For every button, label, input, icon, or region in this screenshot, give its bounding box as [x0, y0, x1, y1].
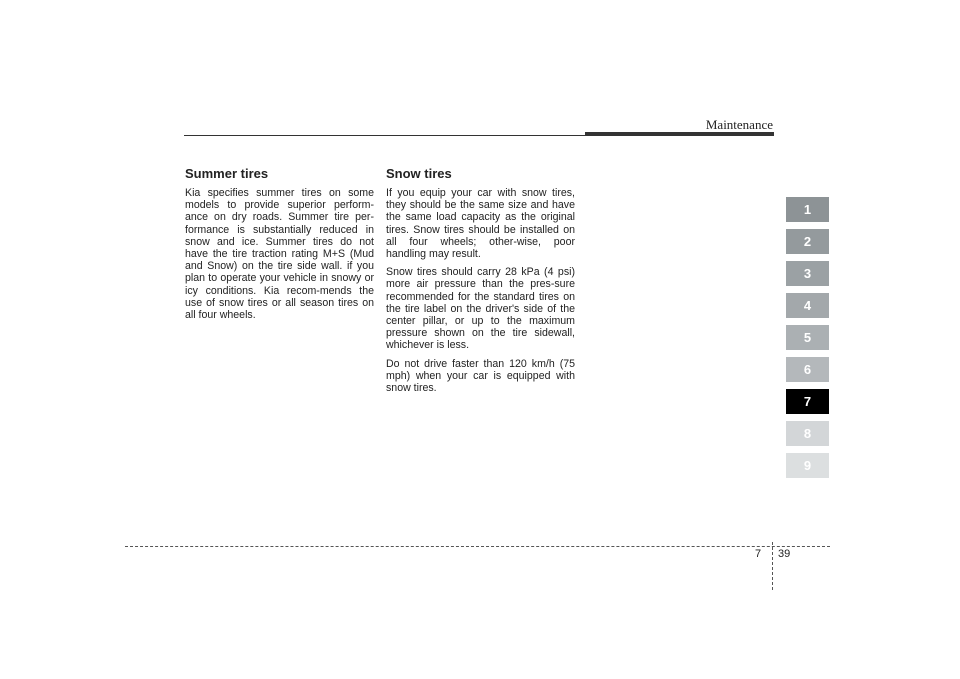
chapter-tab-5[interactable]: 5 [786, 325, 829, 350]
chapter-tab-1[interactable]: 1 [786, 197, 829, 222]
snow-tires-paragraph-2: Snow tires should carry 28 kPa (4 psi) more air pressure than the pres-sure recommended for the standard tires on the tire label on the driver's side of the center pillar, or up to the maximum pressure shown on the tire sidewall, whichever is less. [386, 266, 575, 352]
chapter-tab-9[interactable]: 9 [786, 453, 829, 478]
summer-tires-paragraph-1: Kia specifies summer tires on some models to provide superior perform-ance on dry roads. Summer tire per-formance is substantially reduced in snow and ice. Summer tires do not have the tire traction rating M+S (Mud and Snow) on the tire side wall. if you plan to operate your vehicle in snowy or icy conditions. Kia recom-mends the use of snow tires or all season tires on all four wheels. [185, 187, 374, 322]
footer-rule [125, 546, 830, 547]
chapter-tab-7-active[interactable]: 7 [786, 389, 829, 414]
snow-tires-section [386, 166, 575, 400]
chapter-tabs [786, 197, 829, 485]
header-rule-accent [585, 132, 774, 136]
chapter-tab-8[interactable]: 8 [786, 421, 829, 446]
snow-tires-paragraph-1: If you equip your car with snow tires, they should be the same size and have the same load capacity as the original tires. Snow tires should be installed on all four wheels; other-wise, poor handling may result. [386, 187, 575, 261]
summer-tires-heading: Summer tires [185, 166, 269, 181]
chapter-tab-3[interactable]: 3 [786, 261, 829, 286]
snow-tires-heading: Snow tires [386, 166, 452, 181]
summer-tires-section [185, 166, 374, 327]
page-chapter-number: 7 [755, 548, 762, 560]
snow-tires-paragraph-3: Do not drive faster than 120 km/h (75 mph) when your car is equipped with snow tires. [386, 357, 575, 395]
running-header-title: Maintenance [705, 117, 773, 132]
chapter-tab-4[interactable]: 4 [786, 293, 829, 318]
page-number: 39 [778, 548, 791, 560]
chapter-tab-2[interactable]: 2 [786, 229, 829, 254]
footer-divider [772, 542, 773, 590]
chapter-tab-6[interactable]: 6 [786, 357, 829, 382]
